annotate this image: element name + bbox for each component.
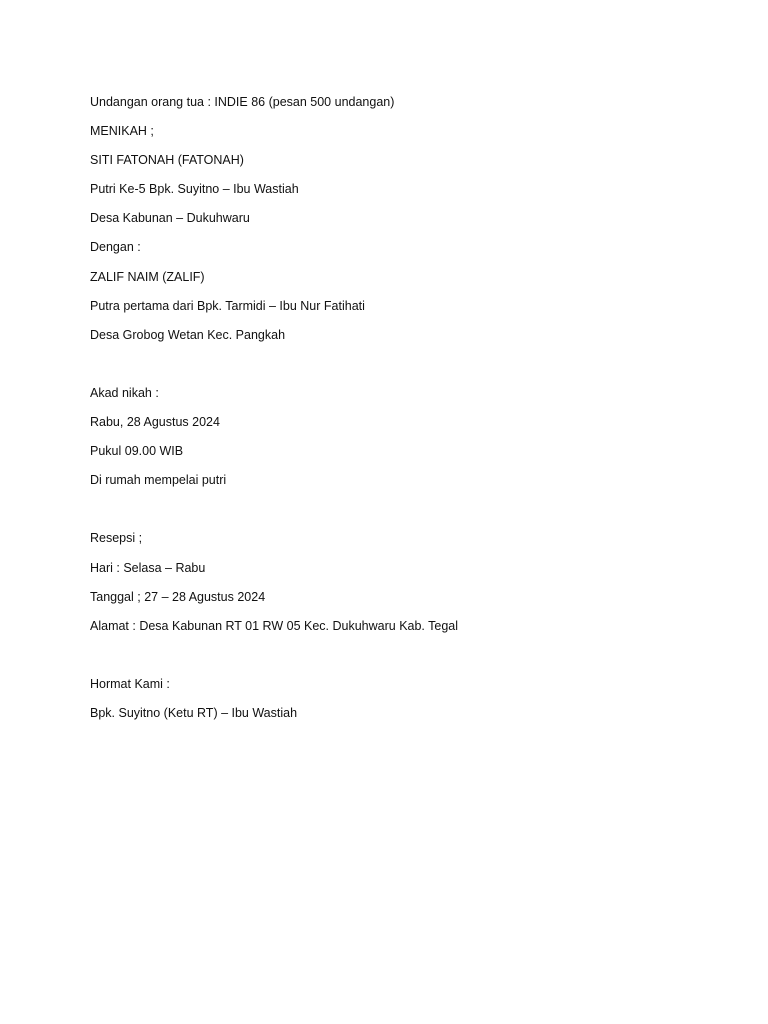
- groom-address: Desa Grobog Wetan Kec. Pangkah: [90, 327, 286, 342]
- akad-date: Rabu, 28 Agustus 2024: [90, 415, 220, 430]
- resepsi-days: Hari : Selasa – Rabu: [90, 560, 206, 575]
- akad-place: Di rumah mempelai putri: [90, 473, 227, 488]
- resepsi-dates: Tanggal ; 27 – 28 Agustus 2024: [90, 589, 266, 604]
- groom-name: ZALIF NAIM (ZALIF): [90, 269, 205, 284]
- couple-heading: MENIKAH ;: [90, 124, 154, 139]
- bride-parents: Putri Ke-5 Bpk. Suyitno – Ibu Wastiah: [90, 182, 299, 197]
- closing-heading: Hormat Kami :: [90, 676, 170, 691]
- bride-address: Desa Kabunan – Dukuhwaru: [90, 211, 250, 226]
- spacer: [90, 354, 710, 383]
- resepsi-address: Alamat : Desa Kabunan RT 01 RW 05 Kec. Dukuhwaru Kab. Tegal: [90, 618, 459, 633]
- spacer: [90, 499, 710, 528]
- document-body: [90, 92, 710, 732]
- bride-name: SITI FATONAH (FATONAH): [90, 153, 244, 168]
- closing-signatories: Bpk. Suyitno (Ketu RT) – Ibu Wastiah: [90, 705, 298, 720]
- resepsi-heading: Resepsi ;: [90, 531, 143, 546]
- couple-connector: Dengan :: [90, 240, 141, 255]
- akad-heading: Akad nikah :: [90, 385, 159, 400]
- groom-parents: Putra pertama dari Bpk. Tarmidi – Ibu Nur Fatihati: [90, 298, 365, 313]
- akad-time: Pukul 09.00 WIB: [90, 444, 184, 459]
- spacer: [90, 645, 710, 674]
- order-note: Undangan orang tua : INDIE 86 (pesan 500 undangan): [90, 95, 395, 109]
